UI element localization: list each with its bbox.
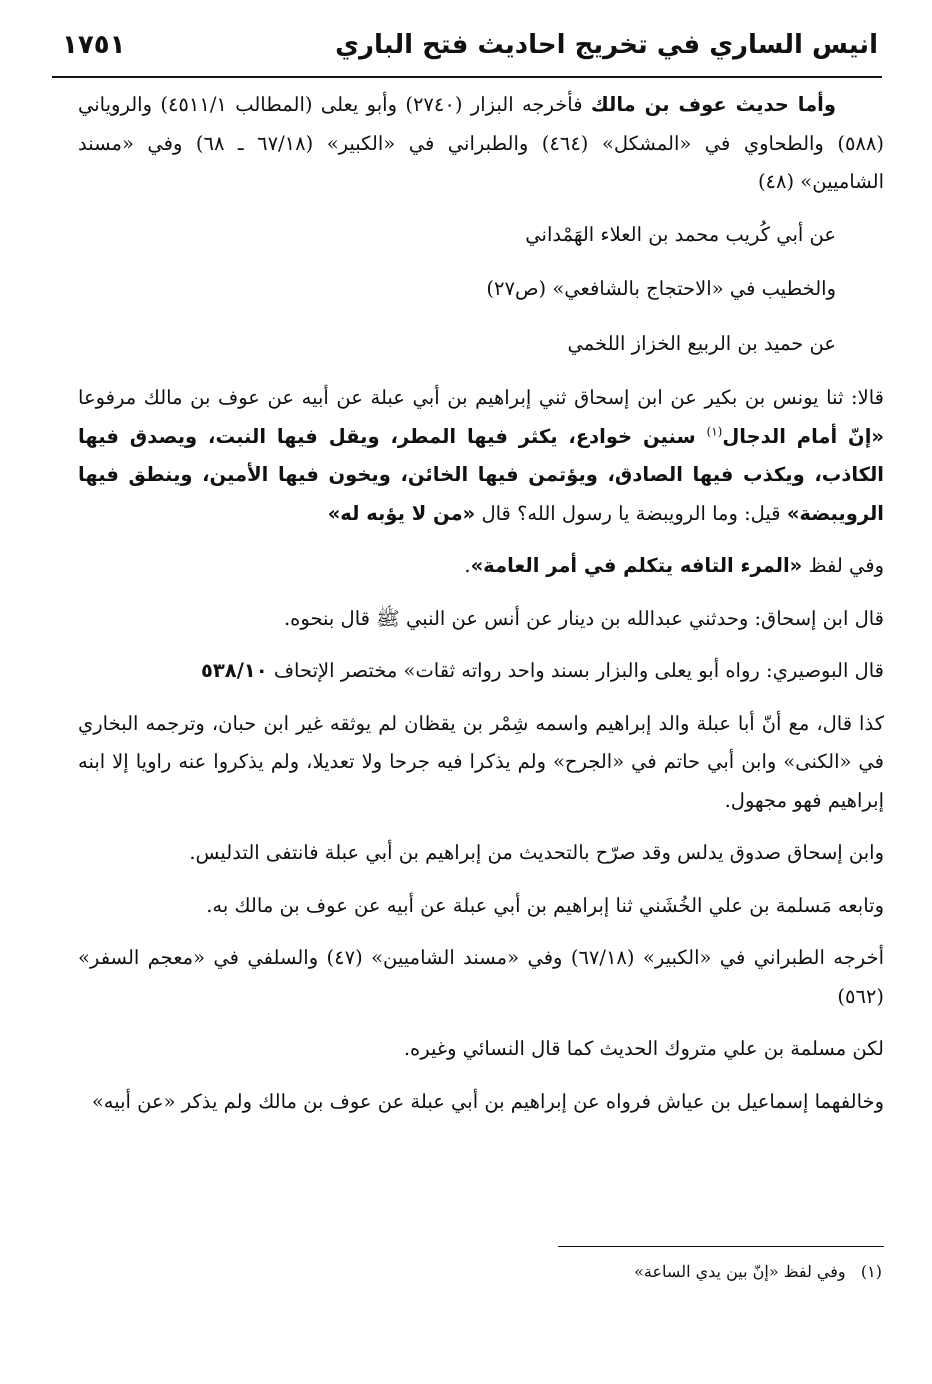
paragraph-10: وابن إسحاق صدوق يدلس وقد صرّح بالتحديث من إبراهيم بن أبي عبلة فانتفى التدليس. (189, 841, 884, 864)
hadith-text-start: «إنّ أمام الدجال (722, 424, 884, 448)
main-text (78, 86, 884, 1135)
citation-reference: ٥٣٨/١٠ (200, 659, 268, 682)
footnote-divider (558, 1246, 884, 1247)
paragraph-9: كذا قال، مع أنّ أبا عبلة والد إبراهيم واسمه شِمْر بن يقظان لم يوثقه غير ابن حبان، وترجمه البخاري في «الكنى» وابن أبي حاتم في «الجرح» ولم يذكرا فيه جرحا ولا تعديلا، ولم يذكروا عنه راويا إلا ابنه إبراهيم فهو مجهول. (78, 711, 884, 812)
paragraph-8 (78, 652, 884, 691)
footnote-marker: (١) (706, 424, 723, 438)
paragraph-4: عن حميد بن الربيع الخزاز اللخمي (567, 331, 836, 355)
footnote-number: (١) (860, 1262, 882, 1281)
paragraph-1 (78, 86, 884, 202)
running-title: انيس الساري في تخريج احاديث فتح الباري (335, 30, 878, 60)
paragraph-3: والخطيب في «الاحتجاج بالشافعي» (ص٢٧) (486, 277, 836, 300)
paragraph-6-end: . (464, 554, 471, 577)
paragraph-1-text: فأخرجه البزار (٢٧٤٠) وأبو يعلى (المطالب ٤٥١١/١) والروياني (٥٨٨) والطحاوي في «المشكل» (٤٦٤) والطبراني في «الكبير» (٦٧/١٨ ـ ٦٨) وفي «مسند الشاميين» (٤٨) (78, 93, 884, 193)
paragraph-2: عن أبي كُريب محمد بن العلاء الهَمْداني (525, 222, 836, 246)
paragraph-11: وتابعه مَسلمة بن علي الخُشَني ثنا إبراهيم بن أبي عبلة عن أبيه عن عوف بن مالك به. (206, 893, 884, 917)
page-number: ١٧٥١ (62, 30, 126, 60)
paragraph-7: قال ابن إسحاق: وحدثني عبدالله بن دينار عن أنس عن النبي ﷺ قال بنحوه. (283, 606, 884, 630)
paragraph-14: وخالفهما إسماعيل بن عياش فرواه عن إبراهيم بن أبي عبلة عن عوف بن مالك ولم يذكر «عن أبيه» (91, 1089, 884, 1113)
hadith-answer: «من لا يؤبه له» (327, 501, 476, 525)
page-header (52, 22, 882, 78)
footnote-text: وفي لفظ «إنّ بين يدي الساعة» (634, 1262, 846, 1281)
section-heading: وأما حديث عوف بن مالك (590, 93, 836, 116)
paragraph-5-intro: قالا: ثنا يونس بن بكير عن ابن إسحاق ثني إبراهيم بن أبي عبلة عن أبيه عن عوف بن مالك مرفوعا (78, 386, 884, 409)
footnote (634, 1262, 882, 1281)
paragraph-8-text: قال البوصيري: رواه أبو يعلى والبزار بسند واحد رواته ثقات» مختصر الإتحاف (267, 659, 884, 682)
paragraph-5 (78, 379, 884, 533)
paragraph-6-intro: وفي لفظ (802, 554, 884, 577)
alternate-wording: «المرء التافه يتكلم في أمر العامة» (470, 554, 803, 577)
paragraph-12: أخرجه الطبراني في «الكبير» (٦٧/١٨) وفي «مسند الشاميين» (٤٧) والسلفي في «معجم السفر» (٥٦٢) (78, 946, 884, 1008)
hadith-text-continued: سنين خوادع، يكثر فيها المطر، ويقل فيها النبت، ويصدق فيها الكاذب، ويكذب فيها الصادق، ويؤتمن فيها الخائن، ويخون فيها الأمين، وينطق فيها الرويبضة» (78, 424, 884, 525)
paragraph-5-question: قيل: وما الرويبضة يا رسول الله؟ قال (475, 501, 787, 525)
paragraph-6 (78, 547, 884, 586)
paragraph-13: لكن مسلمة بن علي متروك الحديث كما قال النسائي وغيره. (403, 1037, 884, 1060)
